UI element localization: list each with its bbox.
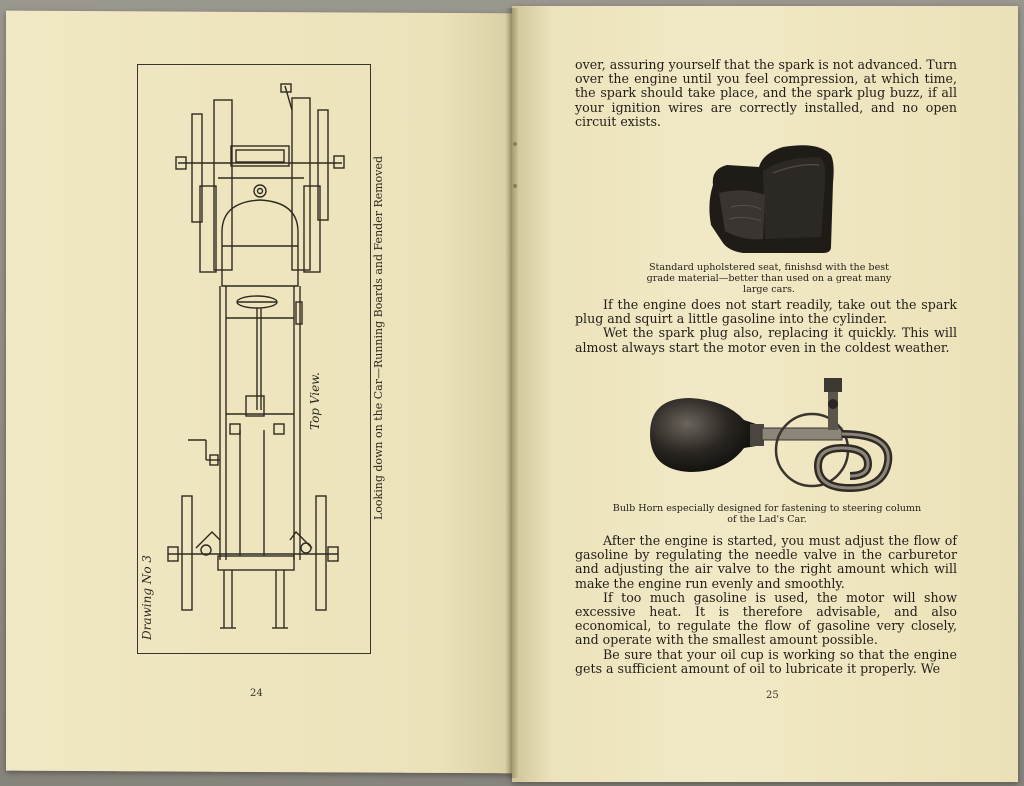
horn-caption: Bulb Horn especially designed for fastening to steering column of the Lad's Car. [612,503,922,525]
paragraph-text: Wet the spark plug also, replacing it quickly. This will almost always start the motor even in the coldest weather. [575,325,957,355]
paragraph-start-engine [575,298,957,355]
paragraph-text: If the engine does not start readily, take out the spark plug and squirt a little gasoline into the cylinder. [575,297,957,327]
rear-right-wheel [316,496,326,610]
drawing-side-caption: Looking down on the Car—Running Boards and Fender Removed [372,155,385,520]
paragraph-text: over, assuring yourself that the spark is not advanced. Turn over the engine until you feel compression, at which time, the spark should take place, and the spark plug buzz, if all your ignition wires are correctly installed, and no open circuit exists. [575,57,957,129]
paragraph-text: If too much gasoline is used, the motor will show excessive heat. It is therefore advisable, and also economical, to regulate the flow of gasoline very closely, and operate with the smallest amount possible. [575,589,957,648]
paragraph-text: Be sure that your oil cup is working so that the engine gets a sufficient amount of oil to lubricate it properly. We [575,646,957,676]
top-view-label: Top View. [308,372,322,430]
page-number-left: 24 [250,688,263,699]
page-number-right: 25 [766,690,779,701]
rear-left-wheel [182,496,192,610]
paragraph-adjust-flow [575,534,957,676]
bulb-horn-illustration [646,376,894,498]
upholstered-seat-illustration [703,143,837,255]
paragraph-spark [575,58,957,129]
seat-caption: Standard upholstered seat, finishsd with the best grade material—better than used on a great many large cars. [646,262,892,295]
paragraph-text: After the engine is started, you must adjust the flow of gasoline by regulating the needle valve in the carburetor and adjusting the air valve to the right amount which will make the engine run evenly and smoothly. [575,533,957,591]
drawing-number-label: Drawing No 3 [140,554,154,640]
